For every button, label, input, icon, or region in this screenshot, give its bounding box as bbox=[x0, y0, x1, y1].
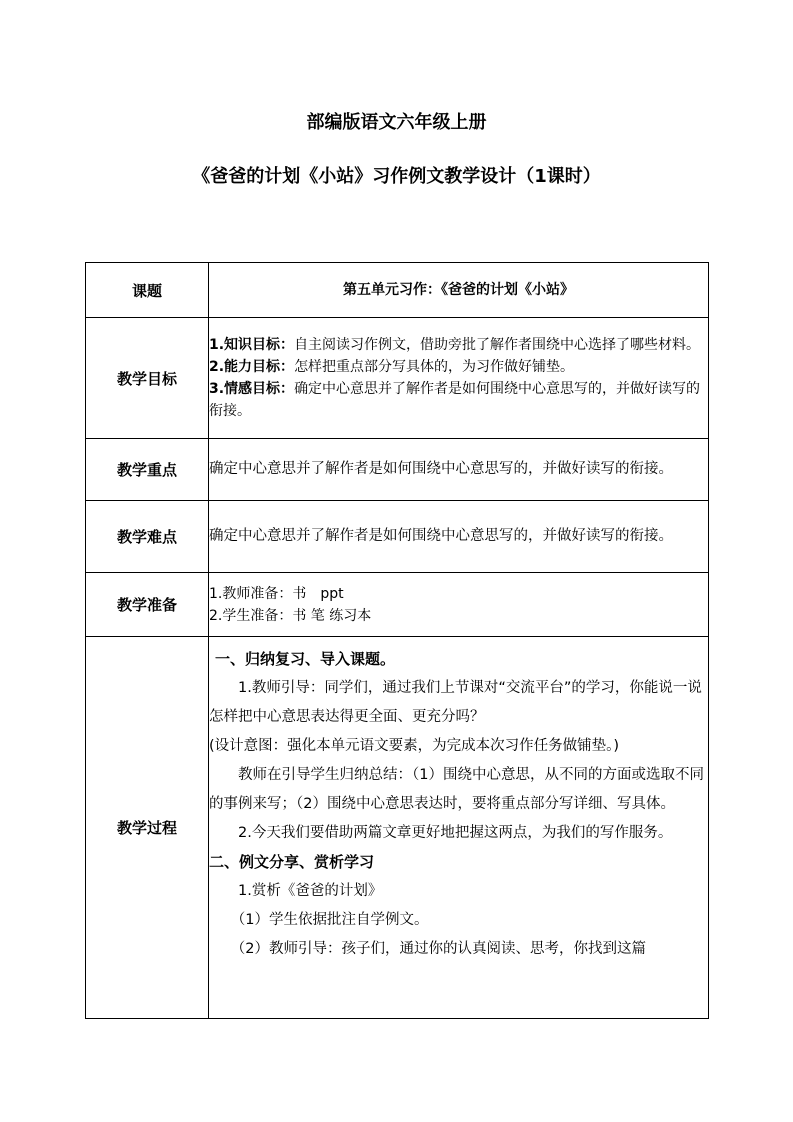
goal-knowledge bbox=[209, 334, 708, 356]
goal-knowledge-text: 自主阅读习作例文，借助旁批了解作者围绕中心选择了哪些材料。 bbox=[294, 337, 701, 353]
table-row-goals bbox=[86, 318, 709, 439]
process-paragraph: 1.赏析《爸爸的计划》 bbox=[238, 883, 383, 899]
topic-value: 第五单元习作：《爸爸的计划《小站》 bbox=[209, 263, 709, 318]
table-row-topic bbox=[86, 263, 709, 318]
process-content bbox=[209, 637, 709, 1019]
process-paragraph: 教师在引导学生归纳总结：（1）围绕中心意思，从不同的方面或选取不同的事例来写；（2）围绕中心意思表达时，要将重点部分写详细、写具体。 bbox=[209, 767, 704, 812]
process-paragraph: (设计意图：强化本单元语文要素，为完成本次习作任务做铺垫。) bbox=[209, 738, 620, 754]
process-paragraph: 1.教师引导：同学们，通过我们上节课对“交流平台”的学习，你能说一说怎样把中心意思表达得更全面、更充分吗？ bbox=[209, 680, 702, 725]
row-label-goals: 教学目标 bbox=[86, 318, 209, 439]
row-label-difficulty: 教学难点 bbox=[86, 501, 209, 573]
goal-emotion bbox=[209, 378, 708, 422]
focus-text: 确定中心意思并了解作者是如何围绕中心意思写的，并做好读写的衔接。 bbox=[209, 439, 709, 501]
prep-content bbox=[209, 573, 709, 637]
difficulty-text: 确定中心意思并了解作者是如何围绕中心意思写的，并做好读写的衔接。 bbox=[209, 501, 709, 573]
process-paragraph: （1）学生依据批注自学例文。 bbox=[230, 912, 429, 928]
prep-student: 2.学生准备：书 笔 练习本 bbox=[209, 607, 372, 624]
section-heading-1: 一、归纳复习、导入课题。 bbox=[215, 650, 396, 668]
goal-ability-text: 怎样把重点部分写具体的，为习作做好铺垫。 bbox=[294, 359, 575, 375]
row-label-topic: 课题 bbox=[86, 263, 209, 318]
goals-content bbox=[209, 318, 709, 439]
row-label-focus: 教学重点 bbox=[86, 439, 209, 501]
table-row-focus bbox=[86, 439, 709, 501]
process-paragraph: 2.今天我们要借助两篇文章更好地把握这两点，为我们的写作服务。 bbox=[238, 825, 673, 841]
goal-ability-tag: 2.能力目标： bbox=[209, 359, 295, 375]
document-title: 部编版语文六年级上册 bbox=[306, 112, 487, 133]
row-label-prep: 教学准备 bbox=[86, 573, 209, 637]
table-row-process bbox=[86, 637, 709, 1019]
goal-ability bbox=[209, 356, 708, 378]
table-row-difficulty bbox=[86, 501, 709, 573]
goal-emotion-tag: 3.情感目标： bbox=[209, 381, 295, 397]
row-label-process: 教学过程 bbox=[86, 637, 209, 1019]
goal-emotion-text: 确定中心意思并了解作者是如何围绕中心意思写的，并做好读写的衔接。 bbox=[209, 381, 701, 419]
process-paragraph: （2）教师引导：孩子们，通过你的认真阅读、思考，你找到这篇 bbox=[230, 941, 646, 957]
document-subtitle: 《爸爸的计划《小站》习作例文教学设计（1课时） bbox=[192, 166, 601, 187]
lesson-plan-table bbox=[85, 262, 709, 1019]
prep-teacher: 1.教师准备：书 ppt bbox=[209, 585, 344, 602]
section-heading-2: 二、例文分享、赏析学习 bbox=[209, 853, 375, 871]
goal-knowledge-tag: 1.知识目标： bbox=[209, 337, 295, 353]
table-row-prep bbox=[86, 573, 709, 637]
